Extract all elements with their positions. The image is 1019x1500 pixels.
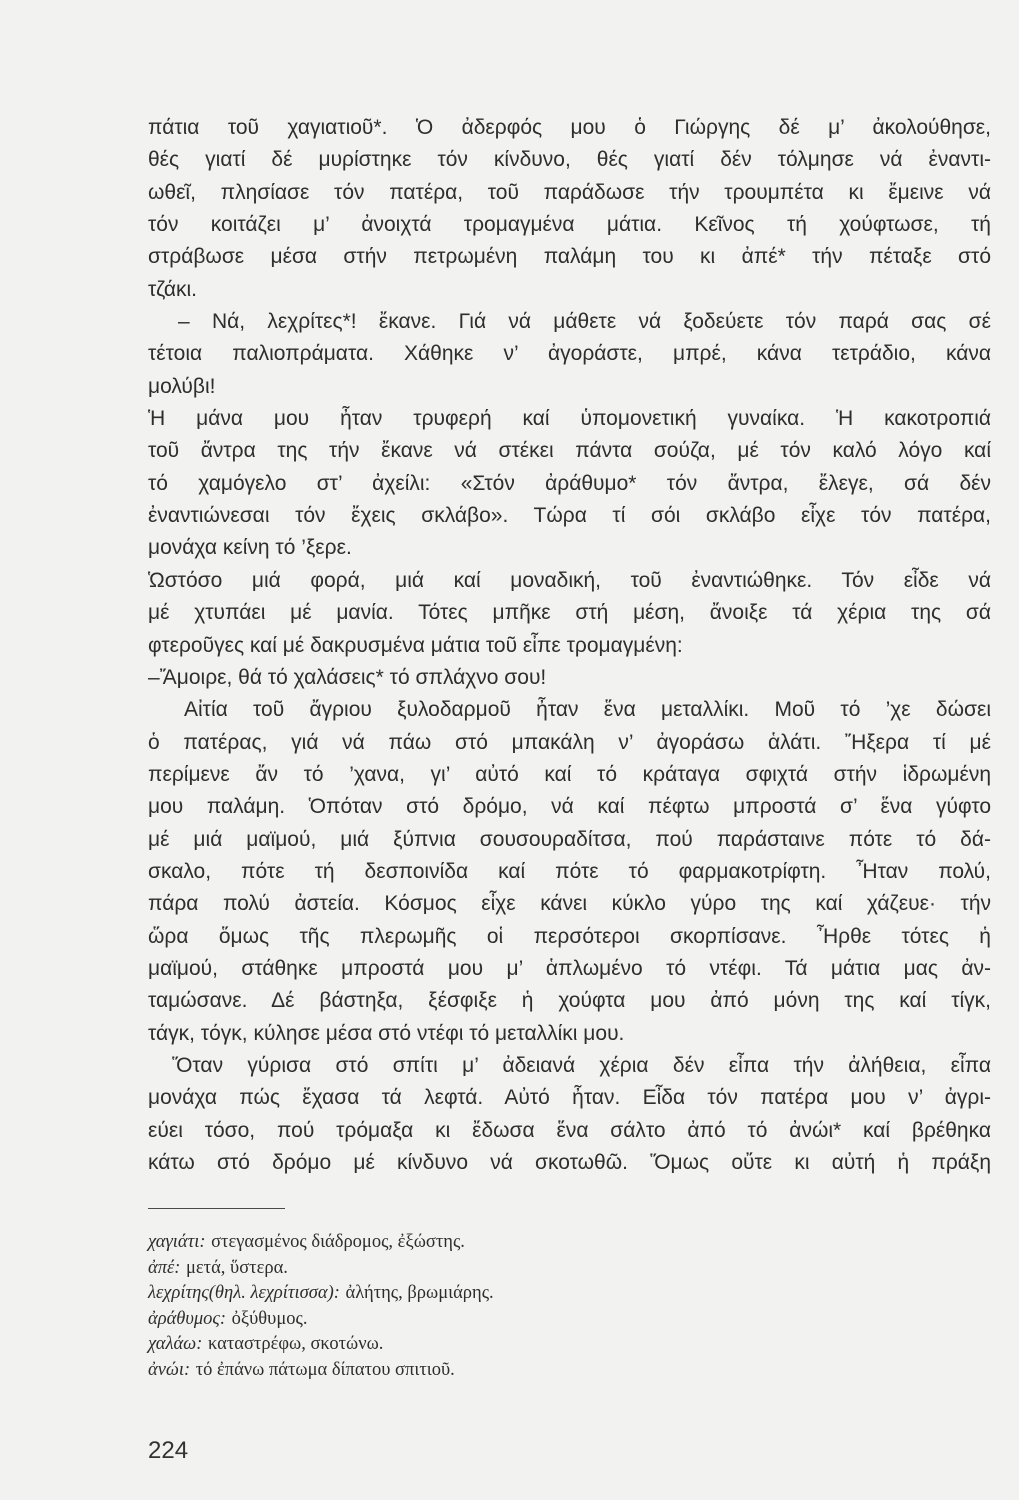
body-line: Ὅταν γύρισα στό σπίτι μ’ ἀδειανά χέρια δέν εἶπα τήν ἀλήθεια, εἶπα <box>172 1053 991 1077</box>
body-line: μέ μιά μαϊμού, μιά ξύπνια σουσουραδίτσα, πού παράσταινε πότε τό δά- <box>148 827 991 851</box>
footnote <box>148 1307 908 1333</box>
body-line: εύει τόσο, πού τρόμαξα κι ἔδωσα ἕνα σάλτο ἀπό τό ἀνώι* καί βρέθηκα <box>148 1118 991 1142</box>
body-line: σκαλο, πότε τή δεσποινίδα καί πότε τό φαρμακοτρίφτη. Ἦταν πολύ, <box>148 859 991 883</box>
footnote-term: ἀπέ: <box>148 1257 181 1278</box>
body-line: ωθεῖ, πλησίασε τόν πατέρα, τοῦ παράδωσε τήν τρουμπέτα κι ἔμεινε νά <box>148 180 991 204</box>
body-line: τάγκ, τόγκ, κύλησε μέσα στό ντέφι τό μεταλλίκι μου. <box>148 1021 625 1045</box>
body-text <box>148 112 991 1179</box>
body-line: μέ χτυπάει μέ μανία. Τότες μπῆκε στή μέση, ἄνοιξε τά χέρια της σά <box>148 601 991 625</box>
body-line: περίμενε ἄν τό ’χανα, γι’ αὐτό καί τό κράταγα σφιχτά στήν ἱδρωμένη <box>148 762 991 786</box>
body-line: ὥρα ὅμως τῆς πλερωμῆς οἱ περσότεροι σκορπίσανε. Ἦρθε τότες ἡ <box>148 924 991 948</box>
body-line: θές γιατί δέ μυρίστηκε τόν κίνδυνο, θές γιατί δέν τόλμησε νά ἐναντι- <box>148 148 991 172</box>
footnote-definition: τό ἐπάνω πάτωμα δίπατου σπιτιοῦ. <box>195 1359 455 1380</box>
body-line: μονάχα κείνη τό ’ξερε. <box>148 536 352 560</box>
footnote-rule <box>148 1208 285 1209</box>
footnote-definition: μετά, ὕστερα. <box>185 1257 288 1278</box>
body-line: μαϊμού, στάθηκε μπροστά μου μ’ ἁπλωμένο τό ντέφι. Τά μάτια μας ἀν- <box>148 956 991 980</box>
body-line: στράβωσε μέσα στήν πετρωμένη παλάμη του κι ἀπέ* τήν πέταξε στό <box>148 245 991 269</box>
footnote <box>148 1230 908 1256</box>
body-line: τζάκι. <box>148 277 197 301</box>
body-line: ταμώσανε. Δέ βάστηξα, ξέσφιξε ἡ χούφτα μου ἀπό μόνη της καί τίγκ, <box>148 989 991 1013</box>
footnote-definition: ὀξύθυμος. <box>231 1308 308 1329</box>
footnote <box>148 1281 908 1307</box>
body-line: μονάχα πώς ἔχασα τά λεφτά. Αὐτό ἦταν. Εἶδα τόν πατέρα μου ν’ ἀγρι- <box>148 1086 991 1110</box>
body-line: μου παλάμη. Ὁπόταν στό δρόμο, νά καί πέφτω μπροστά σ’ ἕνα γύφτο <box>148 795 991 819</box>
body-line: μολύβι! <box>148 374 216 398</box>
body-line: ὁ πατέρας, γιά νά πάω στό μπακάλη ν’ ἀγοράσω ἁλάτι. Ἤξερα τί μέ <box>148 730 991 754</box>
body-line: τόν κοιτάζει μ’ ἀνοιχτά τρομαγμένα μάτια. Κεῖνος τή χούφτωσε, τή <box>148 213 991 237</box>
footnote-definition: ἀλήτης, βρωμιάρης. <box>345 1283 494 1303</box>
footnote <box>148 1358 908 1384</box>
body-line: φτεροῦγες καί μέ δακρυσμένα μάτια τοῦ εἶπε τρομαγμένη: <box>148 633 683 657</box>
body-line: Ἡ μάνα μου ἦταν τρυφερή καί ὑπομονετική γυναίκα. Ἡ κακοτροπιά <box>148 407 991 431</box>
page-number: 224 <box>148 1437 189 1464</box>
footnote-term: ἀνώι: <box>148 1359 191 1380</box>
footnote-definition: καταστρέφω, σκοτώνω. <box>207 1334 384 1354</box>
footnotes <box>148 1230 908 1383</box>
body-line: Αἰτία τοῦ ἄγριου ξυλοδαρμοῦ ἦταν ἕνα μεταλλίκι. Μοῦ τό ’χε δώσει <box>184 698 991 722</box>
body-line: Ὡστόσο μιά φορά, μιά καί μοναδική, τοῦ ἐναντιώθηκε. Τόν εἶδε νά <box>148 568 991 592</box>
body-line: πάρα πολύ ἀστεία. Κόσμος εἶχε κάνει κύκλο γύρο της καί χάζευε· τήν <box>148 892 991 916</box>
body-line: πάτια τοῦ χαγιατιοῦ*. Ὁ ἀδερφός μου ὁ Γιώργης δέ μ’ ἀκολούθησε, <box>148 116 991 139</box>
footnote-term: χαλάω: <box>148 1334 203 1354</box>
body-line: τό χαμόγελο στ’ ἀχείλι: «Στόν ἀράθυμο* τόν ἄντρα, ἔλεγε, σά δέν <box>148 471 991 495</box>
footnote-term: λεχρίτης(θηλ. λεχρίτισσα): <box>148 1283 340 1303</box>
footnote-definition: στεγασμένος διάδρομος, ἐξώστης. <box>211 1232 465 1252</box>
footnote <box>148 1332 908 1358</box>
footnote <box>148 1256 908 1282</box>
body-line: τέτοια παλιοπράματα. Χάθηκε ν’ ἀγοράστε, μπρέ, κάνα τετράδιο, κάνα <box>148 342 991 366</box>
body-line: –Ἄμοιρε, θά τό χαλάσεις* τό σπλάχνο σου! <box>148 665 547 689</box>
footnote-term: ἀράθυμος: <box>148 1308 227 1329</box>
body-line: – Νά, λεχρίτες*! ἔκανε. Γιά νά μάθετε νά ξοδεύετε τόν παρά σας σέ <box>178 310 991 334</box>
body-line: ἐναντιώνεσαι τόν ἔχεις σκλάβο». Τώρα τί σόι σκλάβο εἶχε τόν πατέρα, <box>148 504 991 528</box>
footnote-term: χαγιάτι: <box>148 1232 206 1252</box>
body-line: κάτω στό δρόμο μέ κίνδυνο νά σκοτωθῶ. Ὅμως οὔτε κι αὐτή ἡ πράξη <box>148 1151 991 1174</box>
body-line: τοῦ ἄντρα της τήν ἔκανε νά στέκει πάντα σούζα, μέ τόν καλό λόγο καί <box>148 439 991 463</box>
